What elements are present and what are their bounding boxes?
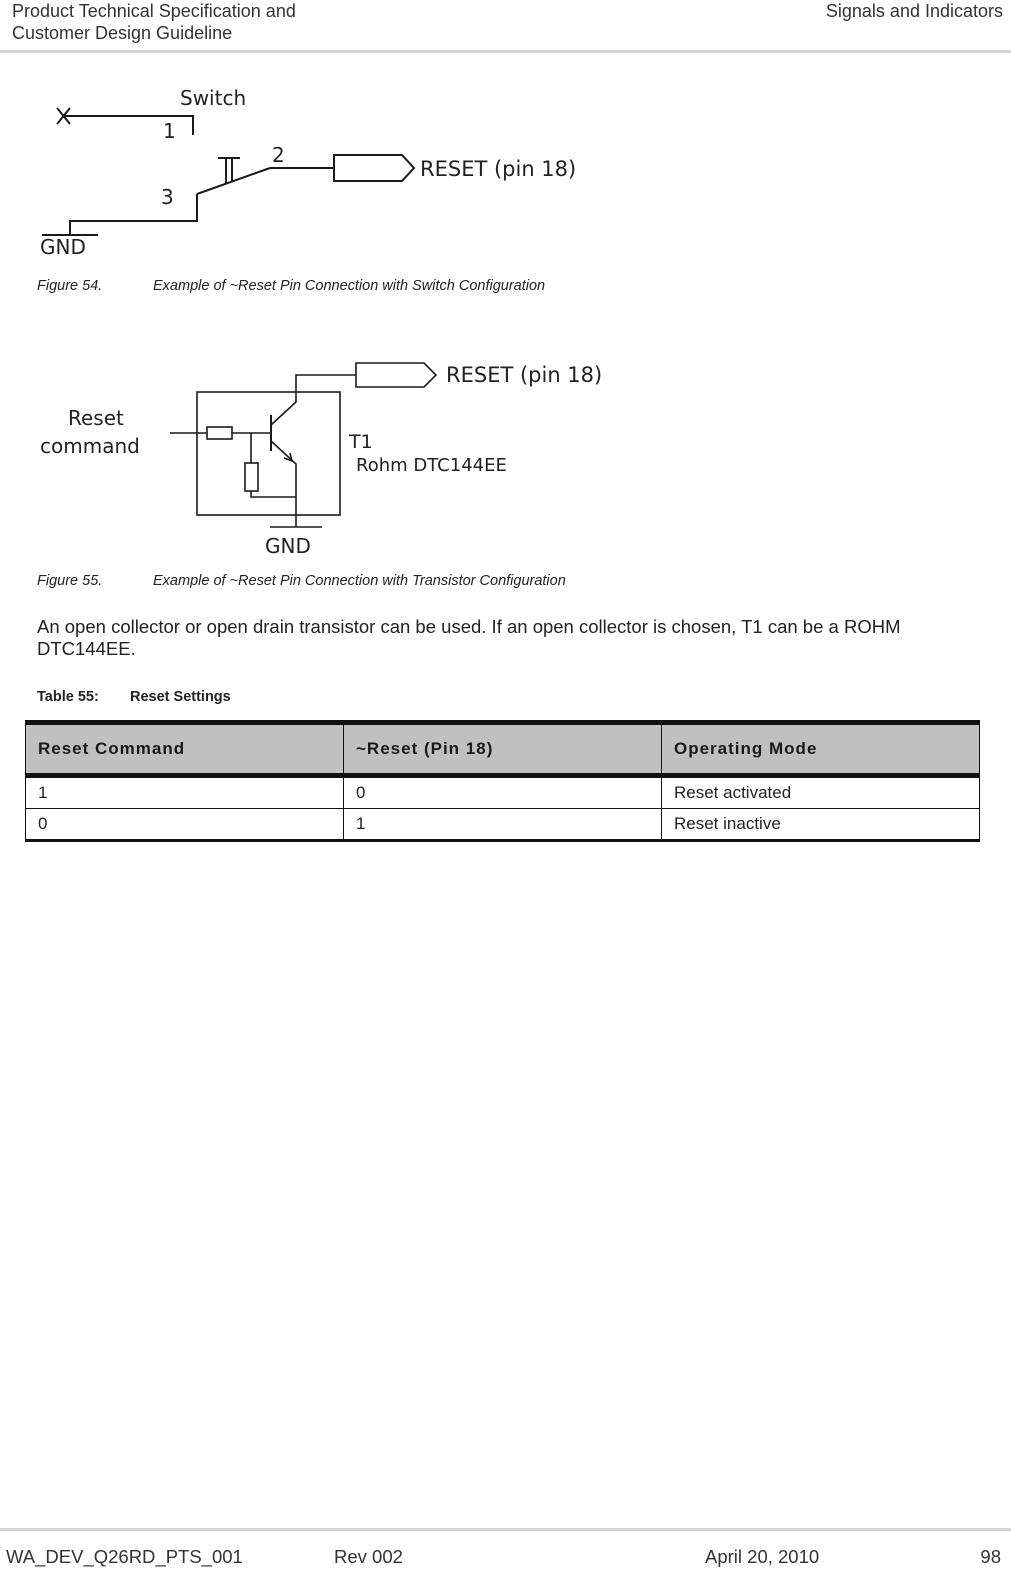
- label-pin2: 2: [272, 143, 285, 167]
- footer-divider: [0, 1528, 1011, 1531]
- header-operating-mode: Operating Mode: [662, 723, 980, 776]
- figure-54-number: Figure 54.: [37, 278, 103, 294]
- figure-54-caption: [37, 278, 545, 294]
- label-t1: T1: [349, 431, 373, 453]
- cell-reset-command: 1: [26, 776, 344, 809]
- cell-reset-pin: 0: [344, 776, 662, 809]
- footer-page-number: 98: [980, 1546, 1001, 1567]
- footer-doc-id: WA_DEV_Q26RD_PTS_001: [6, 1546, 243, 1567]
- table-number: Table 55:: [37, 689, 99, 705]
- header-title-line1: Product Technical Specification and: [12, 1, 296, 21]
- label-reset-command-line1: Reset: [68, 406, 124, 430]
- figure-55-caption: [37, 573, 566, 589]
- switch-lever: [197, 168, 270, 194]
- label-reset: RESET (pin 18): [446, 363, 603, 387]
- table-header-row: [26, 723, 980, 776]
- label-pin3: 3: [161, 185, 174, 209]
- cell-reset-pin: 1: [344, 809, 662, 841]
- cell-reset-command: 0: [26, 809, 344, 841]
- table-row: [26, 776, 980, 809]
- wire-gnd: [42, 206, 197, 235]
- body-paragraph: An open collector or open drain transistor can be used. If an open collector is chosen, T1 can be a ROHM DTC144EE.: [37, 616, 901, 659]
- emitter-wire: [271, 441, 296, 527]
- label-reset-command-line2: command: [40, 434, 140, 458]
- reset-output-connector: [334, 155, 414, 181]
- figure-55-diagram: [0, 355, 660, 565]
- label-part: Rohm DTC144EE: [356, 455, 507, 476]
- footer-revision: Rev 002: [334, 1546, 403, 1567]
- figure-54-diagram: [0, 78, 640, 263]
- label-pin1: 1: [163, 119, 176, 143]
- header-title-line2: Customer Design Guideline: [12, 23, 233, 43]
- label-switch: Switch: [180, 86, 247, 110]
- series-resistor: [207, 427, 232, 439]
- cell-operating-mode: Reset activated: [662, 776, 980, 809]
- label-gnd: GND: [40, 235, 86, 259]
- figure-54-caption-text: Example of ~Reset Pin Connection with Switch Configuration: [153, 278, 546, 294]
- label-reset: RESET (pin 18): [420, 157, 577, 181]
- header-doc-title: [12, 0, 296, 44]
- footer-date: April 20, 2010: [705, 1546, 820, 1567]
- cell-operating-mode: Reset inactive: [662, 809, 980, 841]
- table-title: [37, 689, 231, 705]
- reset-settings-table: [25, 720, 980, 842]
- header-reset-command: Reset Command: [26, 723, 344, 776]
- table-title-text: Reset Settings: [130, 689, 231, 705]
- header-reset-pin: ~Reset (Pin 18): [344, 723, 662, 776]
- figure-55-caption-text: Example of ~Reset Pin Connection with Transistor Configuration: [153, 573, 566, 589]
- shunt-resistor: [245, 463, 258, 491]
- table-row: [26, 809, 980, 841]
- collector-wire: [271, 375, 356, 425]
- header-section: Signals and Indicators: [825, 1, 1003, 21]
- reset-output-connector: [356, 363, 436, 387]
- header-divider: [0, 50, 1011, 53]
- label-gnd: GND: [265, 534, 311, 558]
- figure-55-number: Figure 55.: [37, 573, 103, 589]
